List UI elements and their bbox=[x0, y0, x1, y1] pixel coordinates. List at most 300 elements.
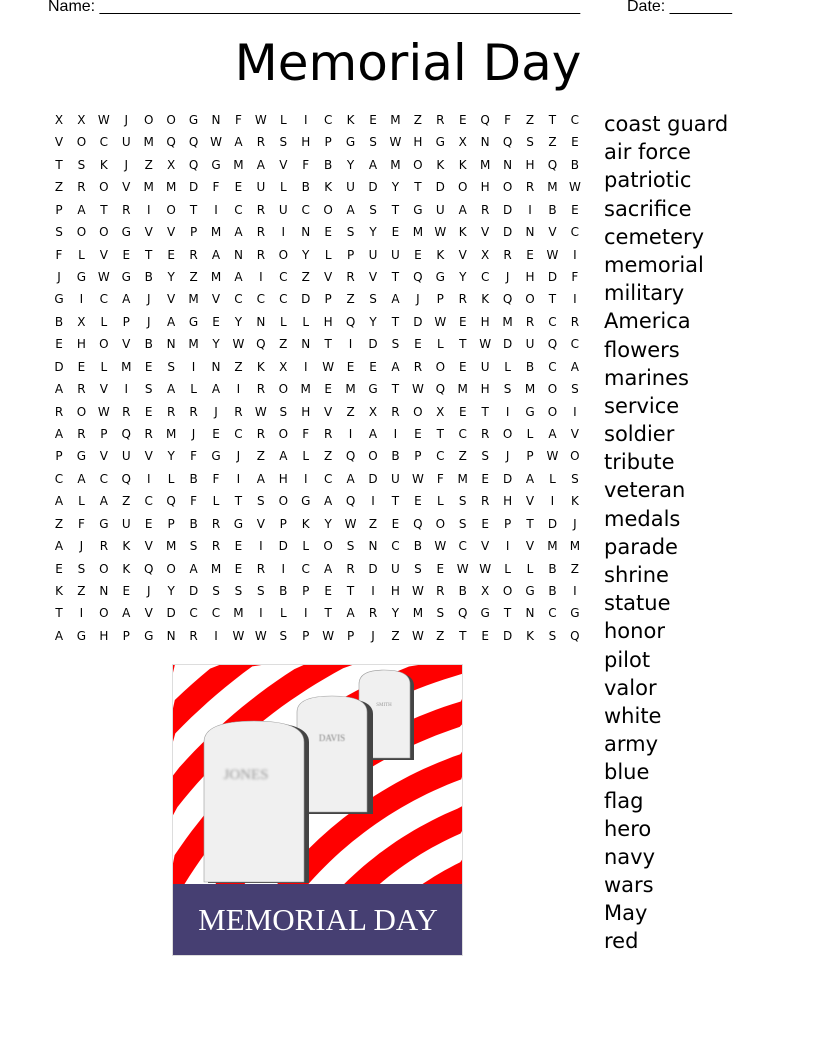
grid-letter: C bbox=[234, 292, 243, 307]
grid-letter: U bbox=[391, 471, 400, 486]
grid-letter: H bbox=[503, 494, 513, 509]
word-list-item: memorial bbox=[604, 252, 704, 277]
grid-letter: I bbox=[573, 584, 577, 599]
grid-letter: Q bbox=[502, 135, 513, 150]
grid-letter: I bbox=[303, 359, 308, 374]
grid-letter: N bbox=[480, 135, 490, 150]
grid-letter: L bbox=[279, 314, 287, 329]
grid-letter: G bbox=[435, 270, 445, 284]
grid-letter: T bbox=[234, 494, 243, 509]
grid-letter: I bbox=[573, 247, 577, 262]
grid-letter: B bbox=[548, 202, 557, 217]
grid-letter: J bbox=[371, 628, 375, 643]
grid-letter: V bbox=[54, 135, 64, 150]
grid-letter: R bbox=[368, 606, 378, 621]
grid-letter: C bbox=[301, 561, 310, 576]
grid-letter: Z bbox=[144, 157, 153, 172]
grid-letter: Y bbox=[324, 516, 332, 531]
grid-letter: O bbox=[435, 359, 446, 374]
grid-letter: L bbox=[78, 494, 85, 509]
grid-letter: I bbox=[146, 471, 151, 486]
grid-letter: B bbox=[570, 157, 579, 172]
grid-letter: I bbox=[505, 404, 510, 419]
grid-letter: V bbox=[167, 292, 176, 307]
grid-letter: D bbox=[547, 270, 558, 284]
grid-letter: P bbox=[100, 427, 108, 442]
grid-letter: R bbox=[211, 539, 221, 554]
grid-letter: E bbox=[369, 113, 377, 127]
grid-letter: M bbox=[524, 382, 536, 397]
grid-letter: B bbox=[144, 270, 153, 284]
grid-letter: G bbox=[570, 606, 580, 621]
grid-letter: Q bbox=[502, 292, 513, 307]
grid-letter: Y bbox=[459, 270, 467, 284]
word-list-item: tribute bbox=[604, 450, 675, 475]
grid-letter: T bbox=[145, 247, 153, 262]
grid-letter: A bbox=[122, 606, 131, 621]
grid-letter: T bbox=[324, 337, 332, 352]
grid-letter: K bbox=[458, 225, 467, 240]
grid-letter: F bbox=[302, 427, 310, 442]
grid-letter: Y bbox=[369, 225, 377, 240]
grid-letter: H bbox=[480, 382, 490, 397]
grid-letter: A bbox=[368, 427, 378, 442]
grid-letter: S bbox=[458, 494, 467, 509]
grid-letter: Y bbox=[167, 584, 175, 599]
grid-letter: R bbox=[211, 516, 221, 531]
grid-letter: K bbox=[481, 292, 490, 307]
grid-letter: W bbox=[254, 404, 267, 419]
grid-letter: F bbox=[55, 247, 63, 262]
grid-letter: Q bbox=[143, 561, 154, 576]
grid-letter: O bbox=[547, 382, 558, 397]
grid-letter: Q bbox=[570, 628, 580, 643]
grid-letter: C bbox=[99, 135, 109, 150]
grid-letter: S bbox=[346, 225, 355, 240]
grid-letter: P bbox=[189, 225, 198, 240]
grid-letter: O bbox=[166, 561, 176, 576]
grid-letter: S bbox=[257, 584, 265, 599]
grid-letter: C bbox=[234, 427, 243, 442]
grid-letter: E bbox=[458, 359, 467, 374]
grid-letter: U bbox=[346, 180, 355, 195]
grid-letter: V bbox=[525, 539, 535, 554]
grid-letter: B bbox=[189, 516, 198, 531]
grid-letter: A bbox=[256, 157, 265, 172]
grid-letter: W bbox=[456, 561, 469, 576]
word-list-item: medals bbox=[604, 506, 681, 531]
grid-letter: E bbox=[212, 427, 220, 442]
grid-letter: M bbox=[121, 359, 132, 374]
grid-letter: V bbox=[167, 225, 176, 240]
grid-letter: R bbox=[346, 270, 355, 284]
grid-letter: Y bbox=[234, 314, 243, 329]
word-list-item: wars bbox=[604, 873, 654, 898]
grid-letter: A bbox=[54, 427, 64, 442]
grid-letter: P bbox=[414, 449, 422, 464]
grid-letter: Q bbox=[166, 494, 176, 509]
grid-letter: C bbox=[323, 113, 333, 127]
grid-letter: B bbox=[144, 337, 153, 352]
grid-letter: D bbox=[368, 471, 378, 486]
grid-letter: R bbox=[256, 382, 266, 397]
grid-letter: L bbox=[100, 314, 108, 329]
grid-letter: M bbox=[457, 471, 468, 486]
grid-letter: O bbox=[99, 225, 109, 240]
grid-letter: S bbox=[257, 494, 265, 509]
grid-letter: G bbox=[188, 113, 199, 127]
grid-letter: W bbox=[232, 628, 245, 643]
grid-letter: B bbox=[279, 584, 288, 599]
grid-letter: R bbox=[480, 494, 490, 509]
grid-letter: T bbox=[436, 427, 444, 442]
grid-letter: A bbox=[77, 202, 86, 217]
grid-letter: T bbox=[55, 157, 63, 172]
grid-letter: O bbox=[502, 427, 513, 442]
grid-letter: Z bbox=[54, 516, 64, 531]
grid-letter: W bbox=[322, 359, 335, 374]
grid-letter: C bbox=[99, 471, 109, 486]
grid-letter: C bbox=[548, 314, 557, 329]
grid-letter: Q bbox=[188, 135, 199, 150]
grid-letter: E bbox=[369, 359, 377, 374]
grid-letter: W bbox=[434, 539, 447, 554]
grid-letter: B bbox=[391, 449, 400, 464]
grid-letter: X bbox=[436, 404, 445, 419]
grid-letter: A bbox=[122, 292, 131, 307]
grid-letter: H bbox=[413, 135, 423, 150]
grid-letter: S bbox=[234, 584, 243, 599]
word-list-item: marines bbox=[604, 365, 689, 390]
grid-letter: S bbox=[369, 202, 377, 217]
grid-letter: M bbox=[210, 270, 222, 284]
grid-letter: G bbox=[188, 314, 199, 329]
grid-letter: B bbox=[301, 180, 310, 195]
grid-letter: M bbox=[143, 180, 154, 195]
grid-letter: H bbox=[323, 314, 333, 329]
grid-letter: O bbox=[99, 606, 109, 621]
grid-letter: S bbox=[481, 449, 489, 464]
grid-letter: V bbox=[458, 247, 467, 262]
grid-letter: H bbox=[301, 135, 311, 150]
grid-letter: L bbox=[549, 471, 556, 486]
grid-letter: T bbox=[324, 606, 332, 621]
grid-letter: G bbox=[76, 449, 87, 464]
grid-letter: A bbox=[54, 494, 64, 509]
grid-letter: N bbox=[256, 314, 266, 329]
grid-letter: I bbox=[348, 427, 353, 442]
word-list-item: service bbox=[604, 393, 680, 418]
grid-letter: G bbox=[76, 270, 87, 284]
grid-letter: T bbox=[391, 202, 400, 217]
grid-letter: I bbox=[573, 292, 577, 307]
grid-letter: N bbox=[525, 606, 535, 621]
grid-letter: I bbox=[259, 539, 263, 554]
grid-letter: T bbox=[391, 314, 400, 329]
grid-letter: S bbox=[391, 337, 400, 352]
grid-letter: K bbox=[301, 516, 310, 531]
grid-letter: N bbox=[368, 539, 378, 554]
grid-letter: B bbox=[189, 471, 198, 486]
grid-letter: W bbox=[479, 337, 492, 352]
grid-letter: C bbox=[211, 606, 221, 621]
grid-letter: I bbox=[505, 539, 510, 554]
grid-letter: D bbox=[502, 225, 513, 240]
grid-letter: P bbox=[436, 292, 444, 307]
grid-letter: K bbox=[570, 494, 579, 509]
grid-letter: R bbox=[480, 427, 490, 442]
grid-letter: O bbox=[278, 247, 289, 262]
grid-letter: B bbox=[54, 314, 64, 329]
grid-letter: Q bbox=[345, 494, 356, 509]
grid-letter: C bbox=[301, 202, 310, 217]
grid-letter: E bbox=[414, 247, 422, 262]
grid-letter: I bbox=[214, 628, 218, 643]
grid-letter: S bbox=[77, 157, 86, 172]
grid-letter: I bbox=[303, 606, 308, 621]
grid-letter: N bbox=[211, 113, 221, 127]
grid-letter: O bbox=[76, 135, 87, 150]
grid-letter: J bbox=[214, 404, 218, 419]
grid-letter: R bbox=[323, 427, 333, 442]
grid-letter: E bbox=[346, 359, 355, 374]
grid-letter: F bbox=[212, 471, 220, 486]
grid-letter: I bbox=[259, 270, 263, 284]
grid-letter: J bbox=[505, 270, 510, 284]
grid-letter: R bbox=[458, 292, 467, 307]
grid-letter: C bbox=[480, 270, 490, 284]
memorial-day-illustration bbox=[172, 664, 463, 956]
grid-letter: V bbox=[368, 270, 378, 284]
word-list-item: patriotic bbox=[604, 168, 692, 193]
grid-letter: E bbox=[77, 359, 86, 374]
grid-letter: L bbox=[279, 606, 287, 621]
grid-letter: S bbox=[279, 404, 288, 419]
grid-letter: J bbox=[505, 449, 510, 464]
grid-letter: C bbox=[436, 449, 445, 464]
grid-letter: F bbox=[436, 471, 444, 486]
grid-letter: S bbox=[369, 292, 377, 307]
grid-letter: X bbox=[458, 135, 467, 150]
grid-letter: T bbox=[189, 202, 198, 217]
grid-letter: G bbox=[54, 292, 64, 307]
grid-letter: F bbox=[212, 180, 220, 195]
grid-letter: W bbox=[546, 449, 559, 464]
grid-letter: K bbox=[436, 157, 445, 172]
grid-letter: R bbox=[256, 202, 266, 217]
grid-letter: N bbox=[503, 157, 513, 172]
grid-letter: H bbox=[480, 180, 490, 195]
grid-letter: R bbox=[525, 314, 535, 329]
grid-letter: U bbox=[121, 135, 131, 150]
grid-letter: E bbox=[212, 314, 220, 329]
grid-letter: D bbox=[502, 337, 513, 352]
grid-letter: U bbox=[256, 180, 266, 195]
grid-letter: A bbox=[234, 135, 243, 150]
grid-letter: O bbox=[502, 180, 513, 195]
grid-letter: J bbox=[146, 292, 151, 307]
grid-letter: A bbox=[77, 471, 86, 486]
grid-letter: O bbox=[278, 427, 289, 442]
grid-letter: B bbox=[458, 584, 467, 599]
grid-letter: B bbox=[548, 584, 557, 599]
grid-letter: S bbox=[279, 135, 288, 150]
grid-letter: O bbox=[570, 449, 580, 464]
grid-letter: E bbox=[571, 202, 579, 217]
grid-letter: K bbox=[346, 113, 355, 127]
grid-letter: O bbox=[99, 180, 109, 195]
grid-letter: C bbox=[279, 270, 288, 284]
grid-letter: S bbox=[144, 382, 153, 397]
grid-letter: K bbox=[122, 539, 131, 554]
grid-letter: A bbox=[391, 292, 400, 307]
grid-letter: R bbox=[234, 404, 243, 419]
grid-letter: A bbox=[189, 561, 198, 576]
grid-letter: S bbox=[526, 135, 534, 150]
word-list-item: cemetery bbox=[604, 224, 705, 249]
grid-letter: K bbox=[526, 628, 534, 643]
word-list-item: white bbox=[604, 703, 662, 728]
grid-letter: F bbox=[302, 157, 310, 172]
grid-letter: I bbox=[281, 561, 286, 576]
grid-letter: H bbox=[99, 628, 109, 643]
grid-letter: E bbox=[167, 247, 175, 262]
grid-letter: C bbox=[279, 292, 288, 307]
grid-letter: H bbox=[525, 270, 535, 284]
grid-letter: V bbox=[279, 157, 288, 172]
grid-letter: S bbox=[436, 606, 445, 621]
grid-letter: V bbox=[211, 292, 221, 307]
grid-letter: R bbox=[346, 561, 355, 576]
grid-letter: E bbox=[144, 516, 153, 531]
grid-letter: V bbox=[525, 494, 535, 509]
grid-letter: Q bbox=[345, 314, 356, 329]
grid-letter: I bbox=[236, 382, 241, 397]
grid-letter: W bbox=[411, 382, 424, 397]
grid-letter: R bbox=[77, 427, 86, 442]
grid-letter: O bbox=[547, 404, 558, 419]
tombstone-name: JONES bbox=[223, 767, 269, 783]
grid-letter: E bbox=[458, 314, 467, 329]
grid-letter: Y bbox=[391, 606, 400, 621]
grid-letter: M bbox=[547, 539, 558, 554]
word-list-item: statue bbox=[604, 591, 671, 616]
tombstone-name: DAVIS bbox=[318, 733, 346, 743]
grid-letter: Z bbox=[436, 628, 445, 643]
grid-letter: M bbox=[188, 292, 199, 307]
grid-letter: J bbox=[146, 314, 151, 329]
grid-letter: O bbox=[99, 561, 109, 576]
grid-letter: V bbox=[256, 516, 265, 531]
grid-letter: R bbox=[144, 427, 153, 442]
grid-letter: S bbox=[503, 382, 512, 397]
word-list-item: blue bbox=[604, 760, 650, 785]
grid-letter: U bbox=[368, 247, 378, 262]
grid-letter: P bbox=[279, 516, 287, 531]
grid-letter: W bbox=[434, 225, 447, 240]
grid-letter: E bbox=[55, 561, 63, 576]
grid-letter: R bbox=[256, 247, 266, 262]
grid-letter: A bbox=[324, 561, 333, 576]
grid-letter: P bbox=[346, 628, 355, 643]
grid-letter: M bbox=[547, 180, 558, 195]
grid-letter: E bbox=[436, 561, 445, 576]
grid-letter: W bbox=[389, 135, 402, 150]
grid-letter: V bbox=[144, 606, 153, 621]
grid-letter: E bbox=[414, 337, 422, 352]
grid-letter: E bbox=[571, 135, 579, 150]
grid-letter: A bbox=[256, 471, 265, 486]
grid-letter: Z bbox=[413, 113, 422, 127]
grid-letter: I bbox=[528, 202, 532, 217]
grid-letter: L bbox=[302, 539, 310, 554]
grid-letter: R bbox=[166, 404, 176, 419]
grid-letter: M bbox=[210, 561, 222, 576]
grid-letter: G bbox=[413, 202, 423, 217]
grid-letter: J bbox=[79, 539, 84, 554]
grid-letter: M bbox=[412, 225, 424, 240]
grid-letter: A bbox=[391, 359, 400, 374]
grid-letter: V bbox=[481, 225, 490, 240]
grid-letter: C bbox=[99, 292, 109, 307]
grid-letter: I bbox=[281, 225, 286, 240]
grid-letter: E bbox=[122, 584, 131, 599]
grid-letter: M bbox=[457, 382, 468, 397]
grid-letter: L bbox=[324, 247, 332, 262]
grid-letter: V bbox=[324, 404, 333, 419]
grid-letter: J bbox=[124, 113, 129, 127]
grid-letter: M bbox=[233, 606, 244, 621]
word-list-item: flowers bbox=[604, 337, 680, 362]
grid-letter: P bbox=[346, 247, 355, 262]
grid-letter: R bbox=[436, 584, 445, 599]
grid-letter: L bbox=[526, 427, 534, 442]
grid-letter: C bbox=[391, 539, 400, 554]
grid-letter: X bbox=[54, 113, 64, 127]
grid-letter: M bbox=[390, 113, 401, 127]
grid-letter: W bbox=[479, 561, 492, 576]
grid-letter: E bbox=[481, 516, 489, 531]
grid-letter: D bbox=[368, 180, 378, 195]
grid-letter: X bbox=[481, 247, 490, 262]
grid-letter: R bbox=[256, 135, 266, 150]
grid-letter: W bbox=[322, 628, 335, 643]
grid-letter: Q bbox=[345, 449, 356, 464]
grid-letter: A bbox=[54, 382, 64, 397]
grid-letter: U bbox=[525, 337, 535, 352]
grid-letter: Z bbox=[279, 337, 288, 352]
word-list-item: shrine bbox=[604, 563, 669, 587]
grid-letter: R bbox=[413, 359, 423, 374]
grid-letter: O bbox=[166, 202, 176, 217]
grid-letter: E bbox=[324, 584, 332, 599]
grid-letter: G bbox=[76, 628, 87, 643]
grid-letter: U bbox=[391, 561, 400, 576]
grid-letter: R bbox=[189, 628, 198, 643]
grid-letter: S bbox=[458, 516, 467, 531]
grid-letter: D bbox=[54, 359, 64, 374]
grid-letter: I bbox=[573, 404, 577, 419]
grid-letter: Z bbox=[548, 135, 557, 150]
grid-letter: D bbox=[368, 337, 378, 352]
grid-letter: C bbox=[144, 494, 153, 509]
grid-letter: A bbox=[346, 606, 355, 621]
grid-letter: V bbox=[144, 449, 153, 464]
grid-letter: E bbox=[458, 404, 467, 419]
grid-letter: I bbox=[146, 202, 151, 217]
grid-letter: J bbox=[124, 157, 129, 172]
grid-letter: T bbox=[526, 516, 534, 531]
